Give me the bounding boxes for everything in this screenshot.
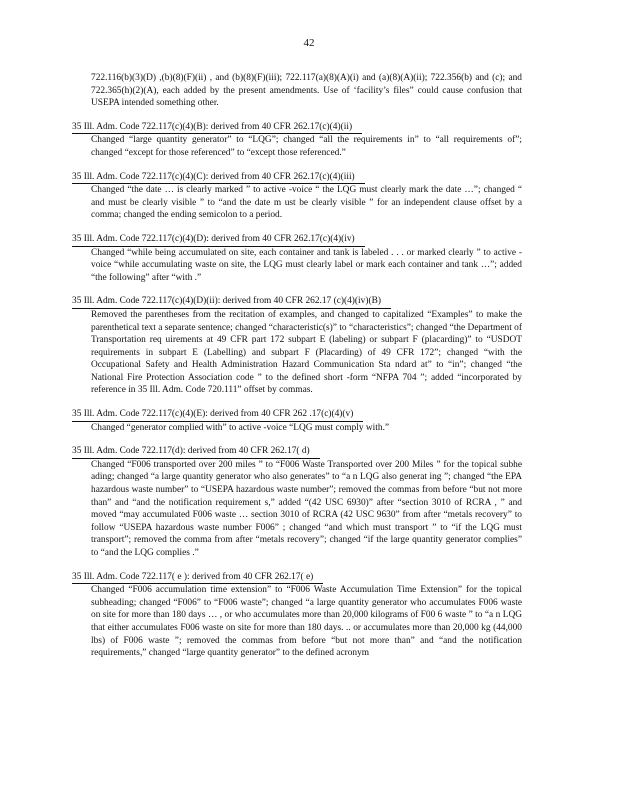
section-heading: 35 Ill. Adm. Code 722.117(d): derived from 40 CFR 262.17( d) [72,445,320,459]
section-entry [72,290,522,397]
section-heading: 35 Ill. Adm. Code 722.117( e ): derived from 40 CFR 262.17( e) [72,571,323,585]
section-entry [72,228,522,284]
section-description: Changed “the date … is clearly marked ” to active -voice “ the LQG must clearly mark the date …”; changed “ and must be clearly visible ” to “and the date m ust be clearly visible ” for an independent clause offset by a comma; changed the ending semicolon to a period. [91,185,522,221]
section-heading: 35 Ill. Adm. Code 722.117(c)(4)(D): derived from 40 CFR 262.17(c)(4)(iv) [72,233,365,247]
section-entry [72,440,522,559]
intro-paragraph: 722.116(b)(3)(D) ,(b)(8)(F)(ii) , and (b)(8)(F)(iii); 722.117(a)(8)(A)(i) and (a)(8)(A)(ii); 722.356(b) and (c); and 722.365(h)(2)(A), each added by the present amendments. Use of ‘facility’s files” could cause confusion that USEPA intended something other. [91,73,522,109]
section-heading: 35 Ill. Adm. Code 722.117(c)(4)(B): derived from 40 CFR 262.17(c)(4)(ii) [72,121,362,135]
section-heading: 35 Ill. Adm. Code 722.117(c)(4)(C): derived from 40 CFR 262.17(c)(4)(iii) [72,171,365,185]
page-number: 42 [303,37,315,49]
section-description: Changed “while being accumulated on site, each container and tank is labeled . . . or marked clearly ” to active -voice “while accumulating waste on site, the LQG must clearly label or mark each container and tank …”; added “the following” after “with .” [91,247,522,283]
section-entry [72,566,522,660]
section-description: Changed “F006 transported over 200 miles ” to “F006 Waste Transported over 200 Miles ” for the topical subhe ading; changed “a large quantity generator who also generates” to “a n LQG also generat ing ”; changed “the EPA hazardous waste number” to “USEPA hazardous waste number”; removed the commas from before “but not more than” and “and the notification requirement s,” added “(42 USC 6930)” after “section 3010 of RCRA , ” and moved “may accumulated F006 waste … section 3010 of RCRA (42 USC 9630” from after “metals recovery” to follow “USEPA hazardous waste number F006” ; changed “and which must transport ” to “if the LQG must transport”; removed the comma from after “metals recovery”; changed “if the large quantity generator complies” to “and the LQG complies .” [91,459,522,558]
section-heading: 35 Ill. Adm. Code 722.117(c)(4)(D)(ii): derived from 40 CFR 262.17 (c)(4)(iv)(B) [72,295,391,309]
section-description: Changed “generator complied with” to active -voice “LQG must comply with.” [91,422,390,433]
section-description: Removed the parentheses from the recitation of examples, and changed to capitalized “Examples” to make the parenthetical text a separate sentence; changed “characteristic(s)” to “characteristics”; changed “the Department of Transportation req uirements at 49 CFR part 172 subpart E (labeling) or subpart F (placarding)” to “USDOT requirements in subpart E (Labelling) and subpart F (Placarding) of 49 CFR 172”; changed “with the Occupational Safety and Health Administration Hazard Communication Sta ndard at” to “in”; changed “the National Fire Protection Association code ” to the defined short -form “NFPA 704 ”; added “incorporated by reference in 35 Ill. Adm. Code 720.111” offset by commas. [91,309,522,396]
section-description: Changed “F006 accumulation time extension” to “F006 Waste Accumulation Time Extension” for the topical subheading; changed “F006” to “F006 waste”; changed “a large quantity generator who accumulates F006 waste on site for more than 180 days … , or who accumulates more than 20,000 kilograms of F00 6 waste ” to “a n LQG that either accumulates F006 waste on site for more than 180 days. .. or accumulates more than 20,000 kg (44,000 lbs) of F006 waste ”; removed the commas from before “but not more than” and “and the notification requirements,” changed “large quantity generator” to the defined acronym [91,585,522,659]
section-entry [72,116,522,160]
section-entry [72,403,522,434]
section-heading: 35 Ill. Adm. Code 722.117(c)(4)(E): derived from 40 CFR 262 .17(c)(4)(v) [72,408,363,422]
section-description: Changed “large quantity generator” to “LQG”; changed “all the requirements in” to “all requirements of”; changed “except for those referenced” to “except those referenced.” [91,135,522,158]
section-entry [72,166,522,222]
document-body [72,72,522,666]
